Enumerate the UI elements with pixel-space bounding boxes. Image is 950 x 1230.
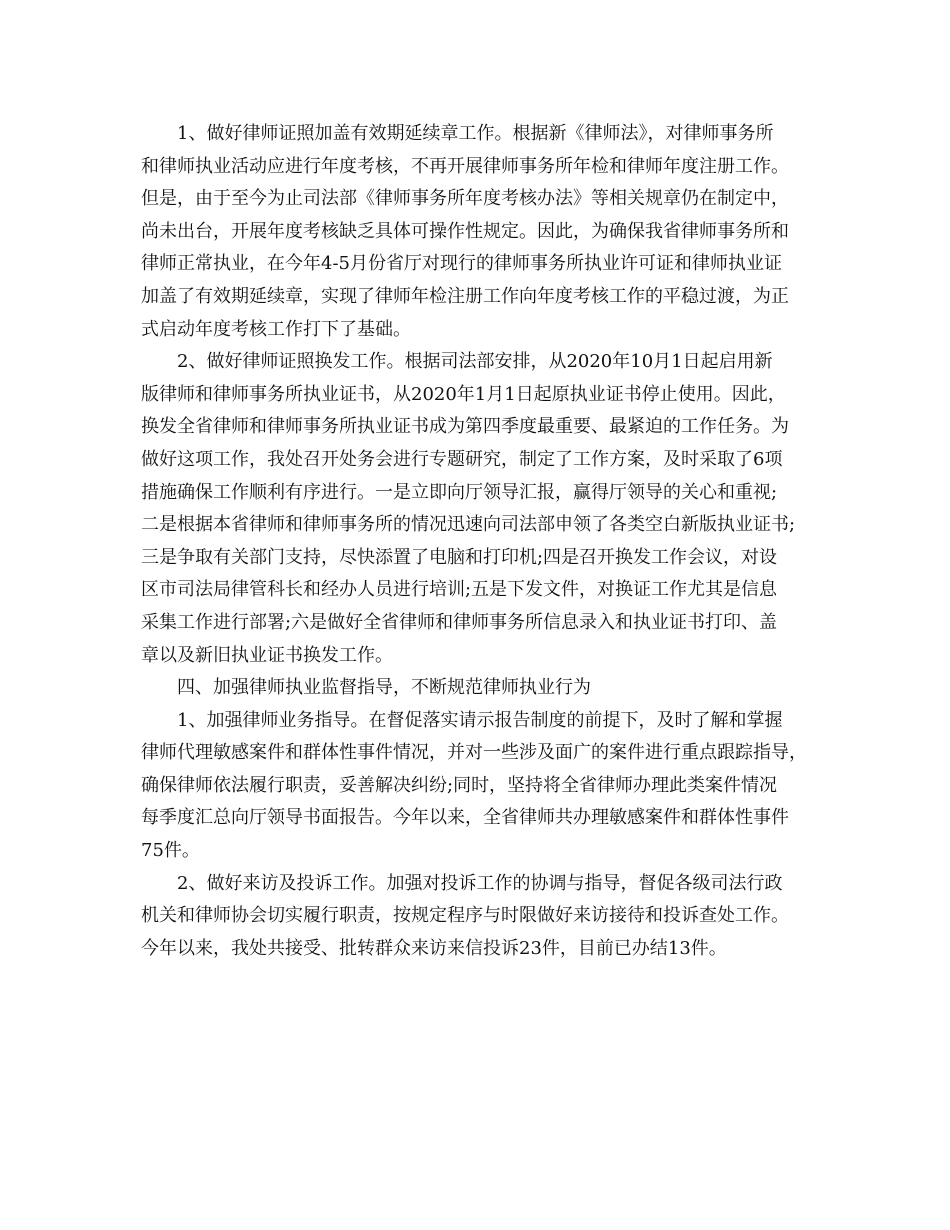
paragraph-lawyer-license-renewal <box>141 346 831 672</box>
text-line: 换发全省律师和律师事务所执业证书成为第四季度最重要、最紧迫的工作任务。为 <box>141 416 789 438</box>
text-line: 1、做好律师证照加盖有效期延续章工作。根据新《律师法》，对律师事务所 <box>177 123 774 144</box>
document-body <box>141 118 831 965</box>
text-line: 四、加强律师执业监督指导，不断规范律师执业行为 <box>177 677 591 699</box>
text-line: 和律师执业活动应进行年度考核，不再开展律师事务所年检和律师年度注册工作。 <box>141 155 789 177</box>
paragraph-complaints-handling <box>141 868 831 966</box>
text-line: 但是，由于至今为止司法部《律师事务所年度考核办法》等相关规章仍在制定中， <box>141 188 789 210</box>
text-line: 式启动年度考核工作打下了基础。 <box>141 318 411 340</box>
text-line: 区市司法局律管科长和经办人员进行培训;五是下发文件，对换证工作尤其是信息 <box>141 579 778 601</box>
paragraph-business-guidance <box>141 705 831 868</box>
text-line: 二是根据本省律师和律师事务所的情况迅速向司法部申领了各类空白新版执业证书; <box>141 514 796 536</box>
text-line: 律师代理敏感案件和群体性事件情况，并对一些涉及面广的案件进行重点跟踪指导， <box>141 742 807 764</box>
text-line: 尚未出台，开展年度考核缺乏具体可操作性规定。因此，为确保我省律师事务所和 <box>141 220 789 242</box>
text-line: 措施确保工作顺利有序进行。一是立即向厅领导汇报，赢得厅领导的关心和重视; <box>141 481 778 503</box>
text-line: 三是争取有关部门支持，尽快添置了电脑和打印机;四是召开换发工作会议，对设 <box>141 546 778 568</box>
text-line: 2、做好来访及投诉工作。加强对投诉工作的协调与指导，督促各级司法行政 <box>177 872 783 894</box>
section-heading-supervision <box>141 672 831 705</box>
text-line: 确保律师依法履行职责，妥善解决纠纷;同时，坚持将全省律师办理此类案件情况 <box>141 774 778 796</box>
text-line: 每季度汇总向厅领导书面报告。今年以来，全省律师共办理敏感案件和群体性事件 <box>141 807 789 829</box>
text-line: 采集工作进行部署;六是做好全省律师和律师事务所信息录入和执业证书打印、盖 <box>141 611 778 633</box>
text-line: 做好这项工作，我处召开处务会进行专题研究，制定了工作方案，及时采取了6项 <box>141 448 783 470</box>
text-line: 章以及新旧执业证书换发工作。 <box>141 644 393 666</box>
text-line: 75件。 <box>141 840 200 862</box>
text-line: 加盖了有效期延续章，实现了律师年检注册工作向年度考核工作的平稳过渡，为正 <box>141 285 789 307</box>
text-line: 今年以来，我处共接受、批转群众来访来信投诉23件，目前已办结13件。 <box>141 937 727 959</box>
text-line: 版律师和律师事务所执业证书，从2020年1月1日起原执业证书停止使用。因此， <box>141 383 786 405</box>
text-line: 机关和律师协会切实履行职责，按规定程序与时限做好来访接待和投诉查处工作。 <box>141 905 789 927</box>
text-line: 1、加强律师业务指导。在督促落实请示报告制度的前提下，及时了解和掌握 <box>177 709 783 731</box>
text-line: 2、做好律师证照换发工作。根据司法部安排，从2020年10月1日起启用新 <box>177 351 773 373</box>
paragraph-lawyer-license-extension-stamp <box>141 118 831 346</box>
text-line: 律师正常执业，在今年4-5月份省厅对现行的律师事务所执业许可证和律师执业证 <box>141 253 782 275</box>
